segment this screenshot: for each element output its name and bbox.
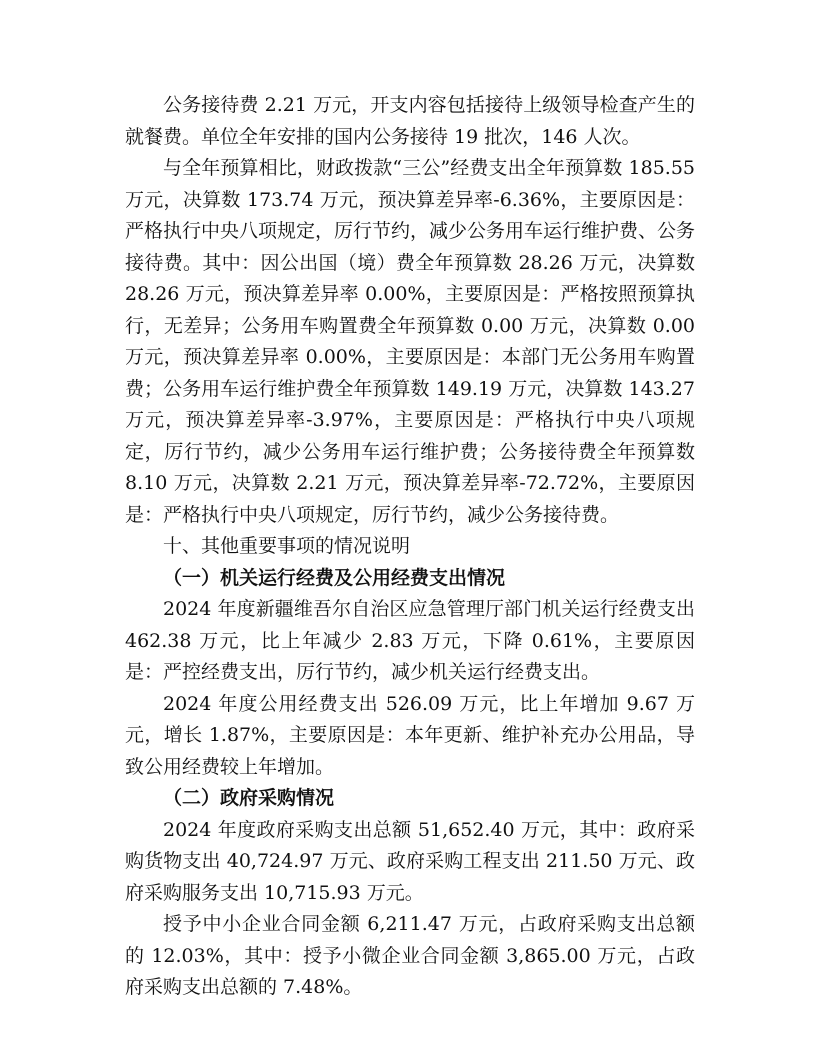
paragraph-reception-fee: 公务接待费 2.21 万元，开支内容包括接待上级领导检查产生的就餐费。单位全年安排的国内公务接待 19 批次，146 人次。 [125, 94, 695, 148]
subheading-operating-expenses: （一）机关运行经费及公用经费支出情况 [163, 566, 506, 589]
subheading-government-procurement: （二）政府采购情况 [163, 787, 335, 809]
paragraph-budget-comparison: 与全年预算相比，财政拨款“三公”经费支出全年预算数 185.55 万元，决算数 173.74 万元，预决算差异率-6.36%，主要原因是：严格执行中央八项规定，厉行节约，减少公务用车运行维护费、公务接待费。其中：因公出国（境）费全年预算数 28.26 万元，决算数 28.26 万元，预决算差异率 0.00%，主要原因是：严格按照预算执行，无差异；公务用车购置费全年预算数 0.00 万元，决算数 0.00 万元，预决算差异率 0.00%，主要原因是：本部门无公务用车购置费；公务用车运行维护费全年预算数 149.19 万元，决算数 143.27 万元，预决算差异率-3.97%，主要原因是：严格执行中央八项规定，厉行节约，减少公务用车运行维护费；公务接待费全年预算数 8.10 万元，决算数 2.21 万元，预决算差异率-72.72%，主要原因是：严格执行中央八项规定，厉行节约，减少公务接待费。 [125, 157, 696, 526]
paragraph-operating-expenses: 2024 年度新疆维吾尔自治区应急管理厅部门机关运行经费支出 462.38 万元，比上年减少 2.83 万元，下降 0.61%，主要原因是：严控经费支出，厉行节约，减少机关运行经费支出。 [125, 598, 695, 683]
paragraph-procurement-total: 2024 年度政府采购支出总额 51,652.40 万元，其中：政府采购货物支出 40,724.97 万元、政府采购工程支出 211.50 万元、政府采购服务支出 10,715.93 万元。 [125, 818, 695, 904]
document-body [125, 90, 695, 1004]
paragraph-sme-contracts: 授予中小企业合同金额 6,211.47 万元，占政府采购支出总额的 12.03%，其中：授予小微企业合同金额 3,865.00 万元，占政府采购支出总额的 7.48%。 [125, 913, 695, 998]
section-heading-other-matters: 十、其他重要事项的情况说明 [163, 535, 411, 557]
paragraph-public-expenses: 2024 年度公用经费支出 526.09 万元，比上年增加 9.67 万元，增长 1.87%，主要原因是：本年更新、维护补充办公用品，导致公用经费较上年增加。 [125, 692, 695, 778]
